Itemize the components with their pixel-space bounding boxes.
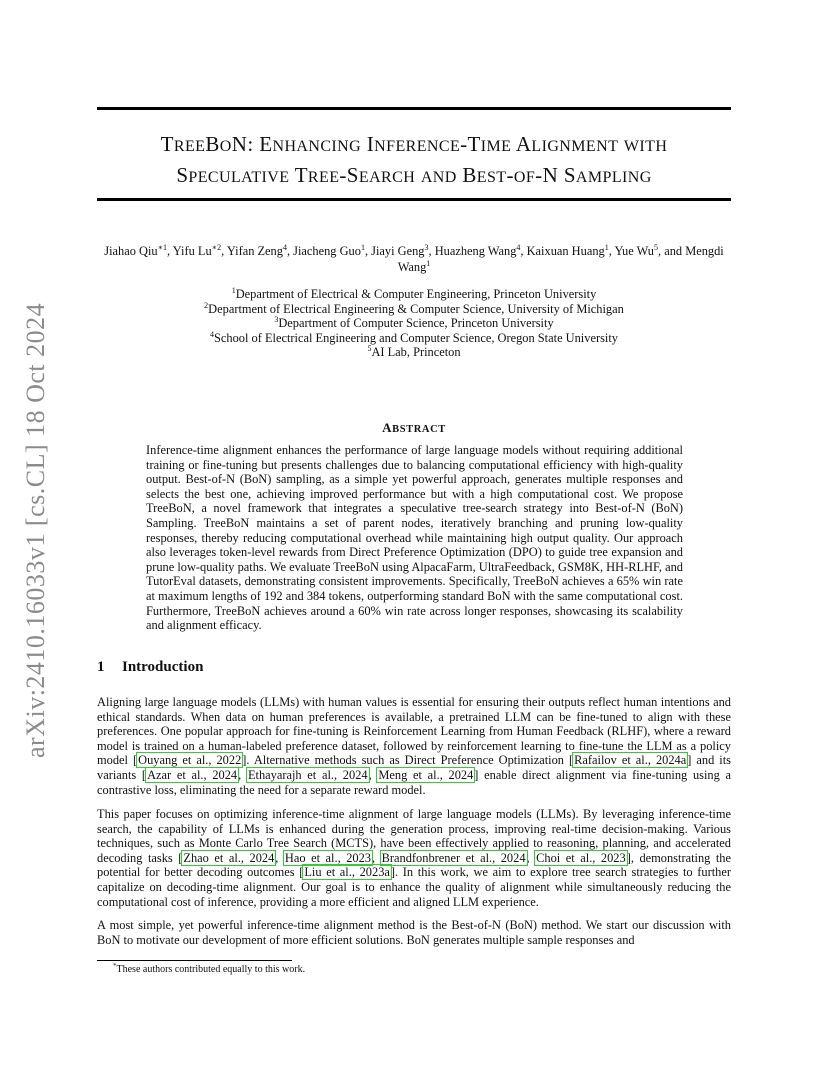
title-line-1: TREEBON: ENHANCING INFERENCE-TIME ALIGNMENT WITH bbox=[160, 132, 668, 156]
abstract-text: Inference-time alignment enhances the performance of large language models without requiring additional training or fine-tuning but presents challenges due to balancing computational efficiency with high-quality output. Best-of-N (BoN) sampling, as a simple yet powerful approach, generates multiple responses and selects the best one, achieving improved performance but with a high computational cost. We propose TreeBoN, a novel framework that integrates a speculative tree-search strategy into Best-of-N (BoN) Sampling. TreeBoN maintains a set of parent nodes, iteratively branching and pruning low-quality responses, thereby reducing computational overhead while maintaining high output quality. Our approach also leverages token-level rewards from Direct Preference Optimization (DPO) to guide tree expansion and prune low-quality paths. We evaluate TreeBoN using AlpacaFarm, UltraFeedback, GSM8K, HH-RLHF, and TutorEval datasets, demonstrating consistent improvements. Specifically, TreeBoN achieves a 65% win rate at maximum lengths of 192 and 384 tokens, outperforming standard BoN with the same computational cost. Furthermore, TreeBoN achieves around a 60% win rate across longer responses, showcasing its scalability and alignment efficacy. bbox=[146, 443, 683, 633]
author-name: Yifu Lu bbox=[172, 244, 212, 258]
citation-link[interactable]: Liu et al., 2023a bbox=[304, 865, 390, 880]
title-rule-bottom bbox=[97, 198, 731, 201]
author-affiliation-marker: ∗2 bbox=[211, 243, 222, 252]
affiliation-marker: 4 bbox=[210, 329, 215, 339]
author-name: Mengdi Wang bbox=[397, 244, 724, 274]
citation-link[interactable]: Ouyang et al., 2022 bbox=[138, 753, 242, 768]
author-list: Jiahao Qiu$^{∗1}$, Yifu $Lu^{∗2}$, Yifan Zeng$^4$, Jiacheng Guo$^1$, Jiayi Geng$^3$, Huazheng Wang$^4$, Kaixuan Huang$^1$, Yue Wu$^5$, and Mengdi Wang$^1$ bbox=[104, 243, 724, 274]
affiliation-marker: 2 bbox=[204, 300, 209, 310]
affiliation-marker: 5 bbox=[367, 344, 372, 354]
author-affiliation-marker: 1 bbox=[360, 243, 365, 252]
footnote-marker: * bbox=[113, 962, 117, 970]
citation-link[interactable]: Rafailov et al., 2024a bbox=[574, 753, 687, 768]
paper-title bbox=[97, 130, 731, 192]
citation-link[interactable]: Choi et al., 2023 bbox=[536, 850, 626, 865]
arxiv-identifier-text: arXiv:2410.16033v1 [cs.CL] 18 Oct 2024 bbox=[21, 302, 50, 758]
footnote bbox=[113, 964, 305, 976]
arxiv-identifier-stamp bbox=[16, 290, 56, 760]
author-name: Huazheng Wang bbox=[434, 244, 517, 258]
citation-link[interactable]: Azar et al., 2024 bbox=[147, 767, 238, 782]
footnote-rule bbox=[97, 960, 292, 961]
citation-link[interactable]: Ethayarajh et al., 2024 bbox=[247, 767, 368, 782]
affiliation-marker: 3 bbox=[274, 315, 279, 325]
author-name: Jiahao Qiu bbox=[104, 244, 158, 258]
author-name: Jiacheng Guo bbox=[293, 244, 361, 258]
affiliation-line: $^1$Department of Electrical & Computer Engineering, Princeton University bbox=[231, 286, 597, 301]
affiliation-list bbox=[97, 287, 731, 360]
citation-link[interactable]: Brandfonbrener et al., 2024 bbox=[381, 850, 526, 865]
affiliation-line: $^5$AI Lab, Princeton bbox=[367, 344, 461, 360]
abstract-heading: ABSTRACT bbox=[382, 420, 446, 435]
citation-link[interactable]: Meng et al., 2024 bbox=[378, 767, 474, 782]
title-rule-top bbox=[97, 107, 731, 110]
section-heading-introduction bbox=[97, 659, 203, 676]
author-affiliation-marker: ∗1 bbox=[157, 243, 168, 252]
author-affiliation-marker: 3 bbox=[424, 243, 429, 252]
footnote-text: These authors contributed equally to this work. bbox=[116, 964, 306, 975]
citation-link[interactable]: Zhao et al., 2024 bbox=[183, 850, 275, 865]
section-number: 1 bbox=[97, 659, 105, 675]
intro-paragraph-1: Aligning large language models (LLMs) with human values is essential for ensuring their outputs reflect human intentions and ethical standards. When data on human preferences is available, a pretrained LLM can be fine-tuned to align with these preferences. One popular approach for fine-tuning is Reinforcement Learning from Human Feedback (RLHF), where a reward model is trained on a human-labeled preference dataset, followed by reinforcement learning to fine-tune the LLM as a policy model [Ouyang et al., 2022]. Alternative methods such as Direct Preference Optimization [Rafailov et al., 2024a] and its variants [Azar et al., 2024, Ethayarajh et al., 2024, Meng et al., 2024] enable direct alignment via fine-tuning using a contrastive loss, eliminating the need for a separate reward model. bbox=[97, 695, 732, 797]
affiliation-line: $^4$School of Electrical Engineering and Computer Science, Oregon State University bbox=[210, 329, 618, 345]
author-affiliation-marker: 5 bbox=[654, 243, 659, 252]
author-affiliation-marker: 1 bbox=[426, 259, 431, 268]
author-affiliation-marker: 1 bbox=[604, 243, 609, 252]
author-name: Jiayi Geng bbox=[371, 244, 425, 258]
author-affiliation-marker: 4 bbox=[516, 243, 521, 252]
affiliation-marker: 1 bbox=[231, 286, 236, 295]
section-title: Introduction bbox=[122, 659, 204, 675]
intro-paragraph-2: This paper focuses on optimizing inference-time alignment of large language models (LLMs). By leveraging inference-time search, the capability of LLMs is enhanced during the generation process, improving real-time decision-making. Various techniques, such as Monte Carlo Tree Search (MCTS), have been effectively applied to reasoning, planning, and accelerated decoding tasks [Zhao et al., 2024, Hao et al., 2023, Brandfonbrener et al., 2024, Choi et al., 2023], demonstrating the potential for better decoding outcomes [Liu et al., 2023a]. In this work, we aim to explore tree search strategies to further capitalize on decoding-time alignment. Our goal is to enhance the quality of alignment while simultaneously reducing the computational cost of inference, providing a more efficient and aligned LLM experience. bbox=[97, 807, 732, 909]
author-affiliation-marker: 4 bbox=[282, 243, 287, 252]
author-name: Kaixuan Huang bbox=[526, 244, 605, 258]
title-line-2: SPECULATIVE TREE-SEARCH AND BEST-OF-N SAMPLING bbox=[176, 163, 652, 187]
author-name: Yue Wu bbox=[614, 244, 655, 258]
intro-paragraph-3: A most simple, yet powerful inference-time alignment method is the Best-of-N (BoN) method. We start our discussion with BoN to motivate our development of more efficient solutions. BoN generates multiple sample responses and bbox=[97, 918, 731, 947]
citation-link[interactable]: Hao et al., 2023 bbox=[284, 850, 372, 865]
affiliation-line: $^3$Department of Computer Science, Princeton University bbox=[274, 315, 554, 331]
author-name: Yifan Zeng bbox=[226, 244, 283, 258]
affiliation-line: $^2$Department of Electrical Engineering & Computer Science, University of Michigan bbox=[204, 300, 624, 316]
